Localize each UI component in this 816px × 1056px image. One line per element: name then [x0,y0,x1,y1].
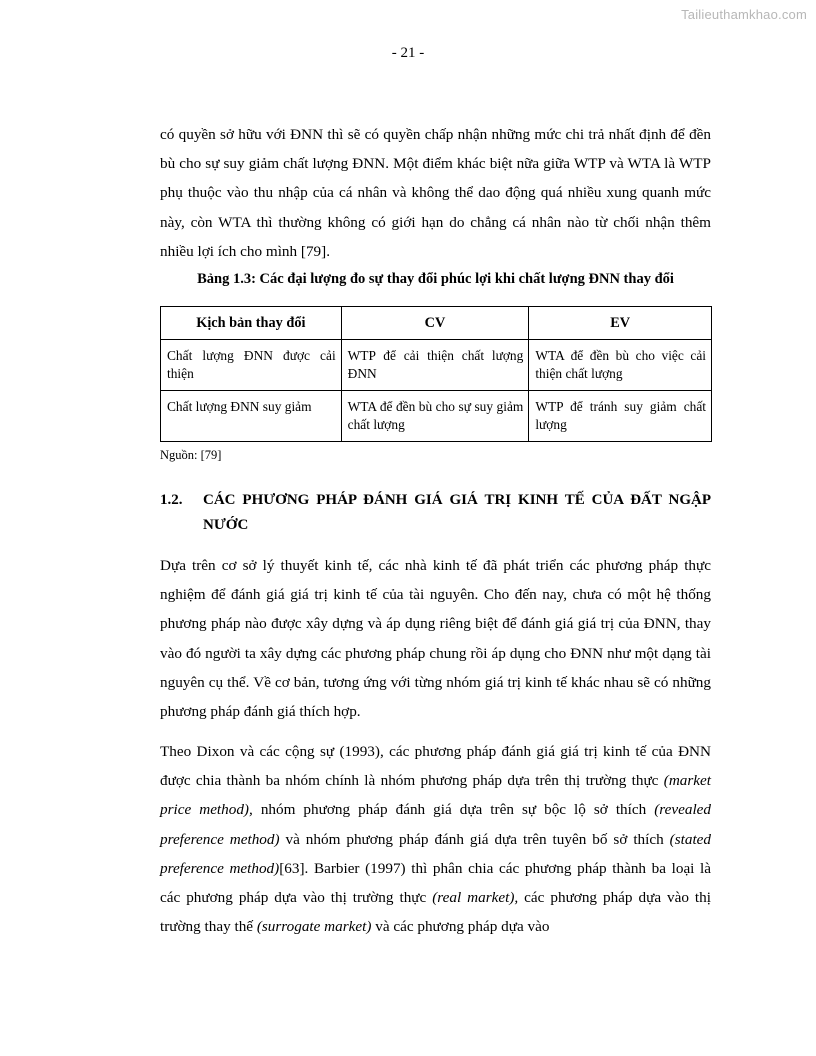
table-row [161,391,712,442]
paragraph-intro: có quyền sở hữu với ĐNN thì sẽ có quyền chấp nhận những mức chi trả nhất định để đền bù cho sự suy giảm chất lượng ĐNN. Một điểm khác biệt nữa giữa WTP và WTA là WTP phụ thuộc vào thu nhập của cá nhân và không thể dao động quá nhiều xung quanh mức này, còn WTA thì thường không có giới hạn do chẳng cá nhân nào từ chối nhận thêm nhiều lợi ích cho mình [79]. [160,126,711,260]
header-ev: EV [529,307,712,340]
page-number: - 21 - [391,45,425,61]
paragraph-text: các phương pháp dựa vào thị trường thay thế [160,889,711,936]
paragraph-italic-term: (market price method), [160,772,711,819]
table-source: Nguồn: [79] [160,448,222,462]
table-cell: WTA để đền bù cho việc cải thiện chất lượng [529,340,712,391]
paragraph-text: và các phương pháp dựa vào [371,918,550,936]
paragraph-text: nhóm phương pháp đánh giá dựa trên sự bộc lộ sở thích [252,801,655,819]
table-header-row [161,307,712,340]
table-cell: WTA để đền bù cho sự suy giảm chất lượng [341,391,529,442]
paragraph-italic-term: (real market), [432,889,519,907]
watermark: Tailieuthamkhao.com [681,7,807,22]
table-caption: Bảng 1.3: Các đại lượng đo sự thay đổi phúc lợi khi chất lượng ĐNN thay đổi [197,271,674,287]
table-row [161,340,712,391]
table-cell: WTP để tránh suy giảm chất lượng [529,391,712,442]
section-number: 1.2. [160,492,183,508]
paragraph-italic-term: (surrogate market) [256,918,372,936]
table-cell: Chất lượng ĐNN được cải thiện [161,340,342,391]
paragraph-text: [63]. Barbier (1997) thì phân chia các phương pháp thành ba loại là các phương pháp dựa vào thị trường thực [160,859,711,907]
header-scenario: Kịch bản thay đổi [161,307,342,340]
paragraph-classification [160,737,711,941]
table-cell: WTP để cải thiện chất lượng ĐNN [341,340,529,391]
paragraph-italic-term: (revealed preference method) [160,801,711,848]
header-cv: CV [341,307,529,340]
paragraph-text: Theo Dixon và các cộng sự (1993), các phương pháp đánh giá giá trị kinh tế của ĐNN được chia thành ba nhóm chính là nhóm phương pháp dựa trên thị trường thực [160,743,711,790]
paragraph-text: và nhóm phương pháp đánh giá dựa trên tuyên bố sở thích [279,830,670,848]
table-cell: Chất lượng ĐNN suy giảm [161,391,342,442]
paragraph-italic-term: (stated preference method) [160,830,711,877]
welfare-table [160,306,712,442]
section-title: CÁC PHƯƠNG PHÁP ĐÁNH GIÁ GIÁ TRỊ KINH TẾ CỦA ĐẤT NGẬP NƯỚC [203,492,711,533]
paragraph-methods: Dựa trên cơ sở lý thuyết kinh tế, các nhà kinh tế đã phát triển các phương pháp thực nghiệm để đánh giá giá trị kinh tế của tài nguyên. Cho đến nay, chưa có một hệ thống phương pháp nào được xây dựng và áp dụng riêng biệt để đánh giá giá trị của ĐNN, thay vào đó người ta xây dựng các phương pháp chung rồi áp dụng cho ĐNN như một dạng tài nguyên cụ thể. Về cơ bản, tương ứng với từng nhóm giá trị kinh tế khác nhau sẽ có những phương pháp đánh giá thích hợp. [160,557,711,721]
